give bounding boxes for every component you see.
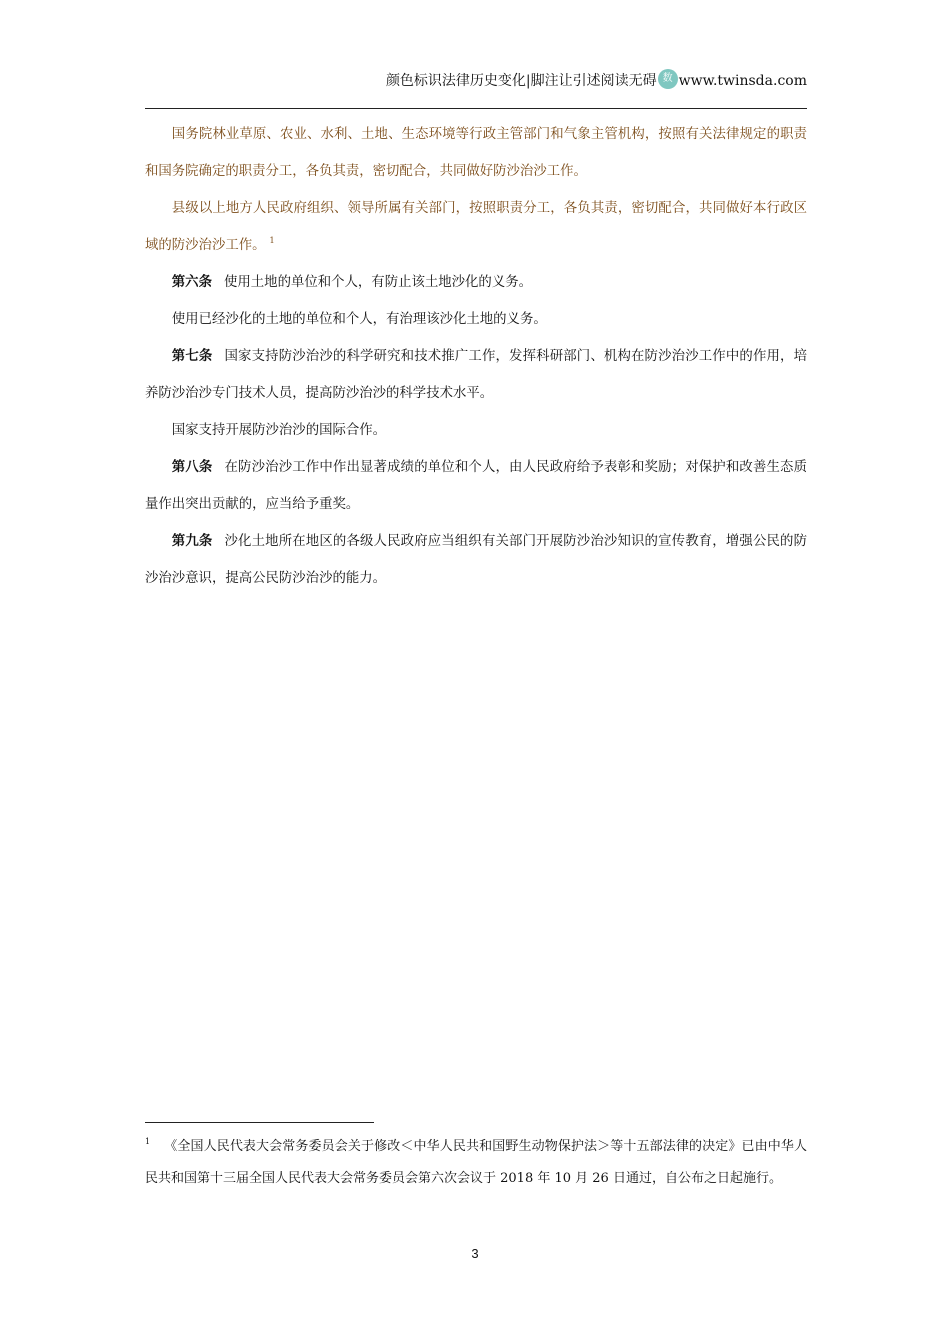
law-text (145, 116, 807, 597)
footnote (145, 1126, 807, 1195)
footnote-text: 《全国人民代表大会常务委员会关于修改＜中华人民共和国野生动物保护法＞等十五部法律的决定》已由中华人民共和国第十三届全国人民代表大会常务委员会第六次会议于 2018 年 10 月 26 日通过，自公布之日起施行。 (145, 1139, 807, 1186)
article-number: 第九条 (171, 533, 213, 549)
paragraph-text: 县级以上地方人民政府组织、领导所属有关部门，按照职责分工，各负其责，密切配合，共同做好本行政区域的防沙治沙工作。 (145, 201, 807, 253)
paragraph-local-government-duties (145, 190, 807, 264)
header-site-link[interactable]: www.twinsda.com (678, 73, 807, 89)
footnote-mark: 1 (145, 1137, 151, 1146)
page-number: 3 (471, 1246, 479, 1261)
article-number: 第七条 (171, 348, 213, 364)
article-7 (145, 338, 807, 412)
paragraph-text: 沙化土地所在地区的各级人民政府应当组织有关部门开展防沙治沙知识的宣传教育，增强公民的防沙治沙意识，提高公民防沙治沙的能力。 (145, 534, 808, 586)
footnote-divider (145, 1122, 374, 1123)
article-number: 第八条 (171, 459, 213, 475)
paragraph-text: 国家支持防沙治沙的科学研究和技术推广工作，发挥科研部门、机构在防沙治沙工作中的作用，培养防沙治沙专门技术人员，提高防沙治沙的科学技术水平。 (145, 349, 808, 401)
paragraph-text: 使用土地的单位和个人，有防止该土地沙化的义务。 (224, 275, 532, 290)
article-9 (145, 523, 807, 597)
paragraph-text: 国家支持开展防沙治沙的国际合作。 (171, 423, 387, 438)
header-divider (145, 108, 807, 109)
article-6 (145, 264, 807, 301)
twinsda-logo-icon: 数 (658, 69, 678, 89)
article-6-paragraph-2 (145, 301, 807, 338)
header-tagline: 颜色标识法律历史变化|脚注让引述阅读无碍 (385, 73, 657, 89)
article-number: 第六条 (171, 274, 212, 290)
article-8 (145, 449, 807, 523)
footnote-reference[interactable]: 1 (269, 236, 275, 245)
paragraph-text: 在防沙治沙工作中作出显著成绩的单位和个人，由人民政府给予表彰和奖励；对保护和改善生态质量作出突出贡献的，应当给予重奖。 (145, 460, 808, 512)
article-7-paragraph-2 (145, 412, 807, 449)
paragraph-state-council-duties (145, 116, 807, 190)
paragraph-text: 国务院林业草原、农业、水利、土地、生态环境等行政主管部门和气象主管机构，按照有关法律规定的职责和国务院确定的职责分工，各负其责，密切配合，共同做好防沙治沙工作。 (145, 127, 807, 179)
paragraph-text: 使用已经沙化的土地的单位和个人，有治理该沙化土地的义务。 (171, 312, 547, 327)
page-header (145, 66, 807, 96)
